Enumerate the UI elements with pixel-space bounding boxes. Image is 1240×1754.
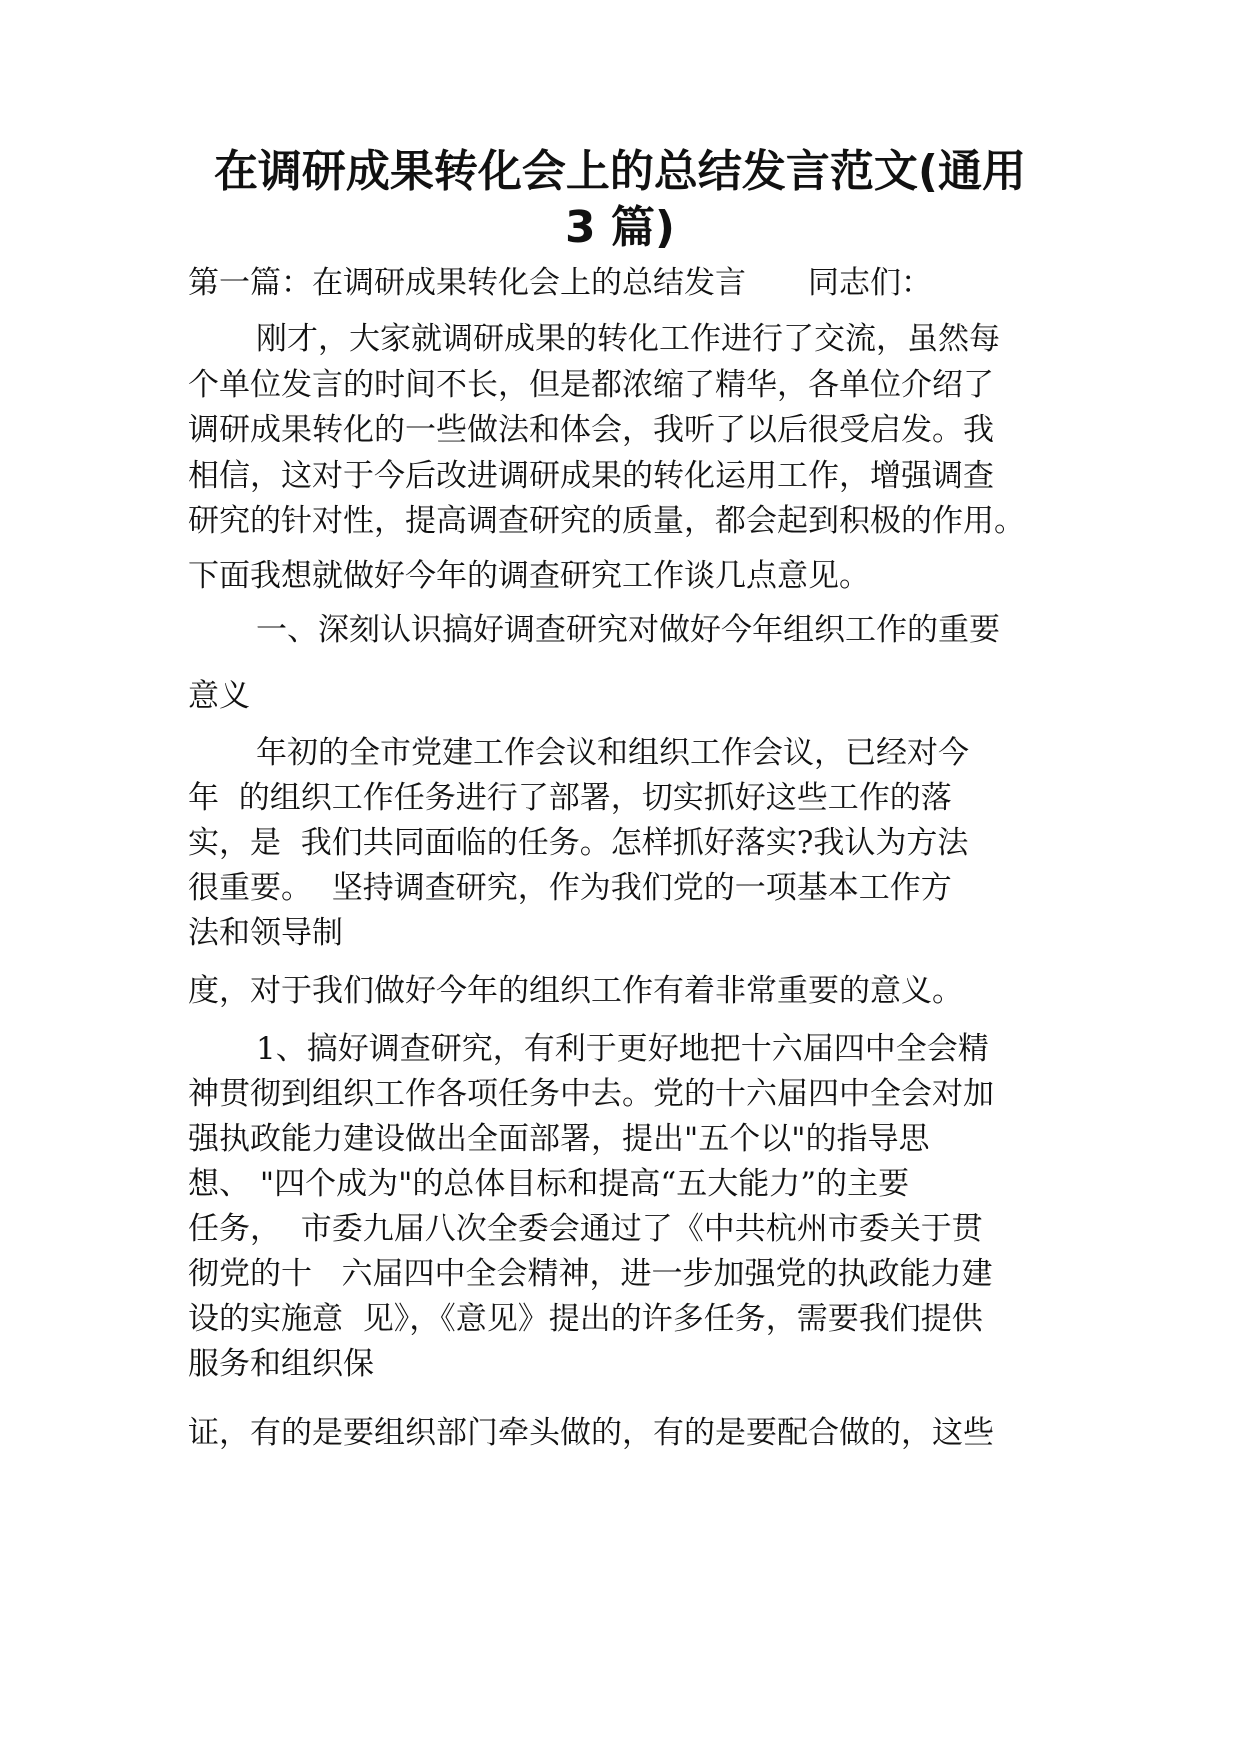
paragraph-line: 法和领导制: [188, 915, 343, 951]
subheading-line: 一、深刻认识搞好调查研究对做好今年组织工作的重要: [256, 612, 1000, 648]
paragraph-line: 个单位发言的时间不长，但是都浓缩了精华，各单位介绍了: [188, 367, 994, 403]
paragraph-line: 年初的全市党建工作会议和组织工作会议，已经对今: [256, 735, 969, 771]
document-title-line-2: 3 篇): [564, 202, 676, 253]
paragraph-line: 年 的组织工作任务进行了部署，切实抓好这些工作的落: [188, 780, 952, 816]
paragraph-line: 度，对于我们做好今年的组织工作有着非常重要的意义。: [188, 973, 963, 1009]
paragraph-line: 刚才，大家就调研成果的转化工作进行了交流，虽然每: [256, 321, 1000, 357]
paragraph-line: 彻党的十 六届四中全会精神，进一步加强党的执政能力建: [188, 1256, 993, 1292]
paragraph-line: 很重要。 坚持调查研究，作为我们党的一项基本工作方: [188, 870, 952, 906]
paragraph-line: 想、 "四个成为"的总体目标和提高“五大能力”的主要: [188, 1166, 910, 1202]
paragraph-line: 任务， 市委九届八次全委会通过了《中共杭州市委关于贯: [188, 1211, 983, 1247]
paragraph-line: 实，是 我们共同面临的任务。怎样抓好落实?我认为方法: [188, 825, 969, 861]
paragraph-line: 1、搞好调查研究，有利于更好地把十六届四中全会精: [256, 1031, 989, 1067]
paragraph-line: 调研成果转化的一些做法和体会，我听了以后很受启发。我: [188, 412, 994, 448]
section-heading-line: 第一篇：在调研成果转化会上的总结发言 同志们：: [188, 265, 932, 301]
paragraph-line: 设的实施意 见》，《意见》提出的许多任务，需要我们提供: [188, 1301, 983, 1337]
document-title-line-1: 在调研成果转化会上的总结发言范文(通用: [213, 146, 1027, 197]
paragraph-line: 下面我想就做好今年的调查研究工作谈几点意见。: [188, 558, 870, 594]
paragraph-line: 证，有的是要组织部门牵头做的，有的是要配合做的，这些: [188, 1415, 994, 1451]
subheading-line: 意义: [188, 678, 250, 714]
paragraph-line: 强执政能力建设做出全面部署，提出"五个以"的指导思: [188, 1121, 930, 1157]
paragraph-line: 相信，这对于今后改进调研成果的转化运用工作，增强调查: [188, 458, 994, 494]
paragraph-line: 服务和组织保: [188, 1346, 374, 1382]
paragraph-line: 神贯彻到组织工作各项任务中去。党的十六届四中全会对加: [188, 1076, 994, 1112]
paragraph-line: 研究的针对性，提高调查研究的质量，都会起到积极的作用。: [188, 503, 1025, 539]
